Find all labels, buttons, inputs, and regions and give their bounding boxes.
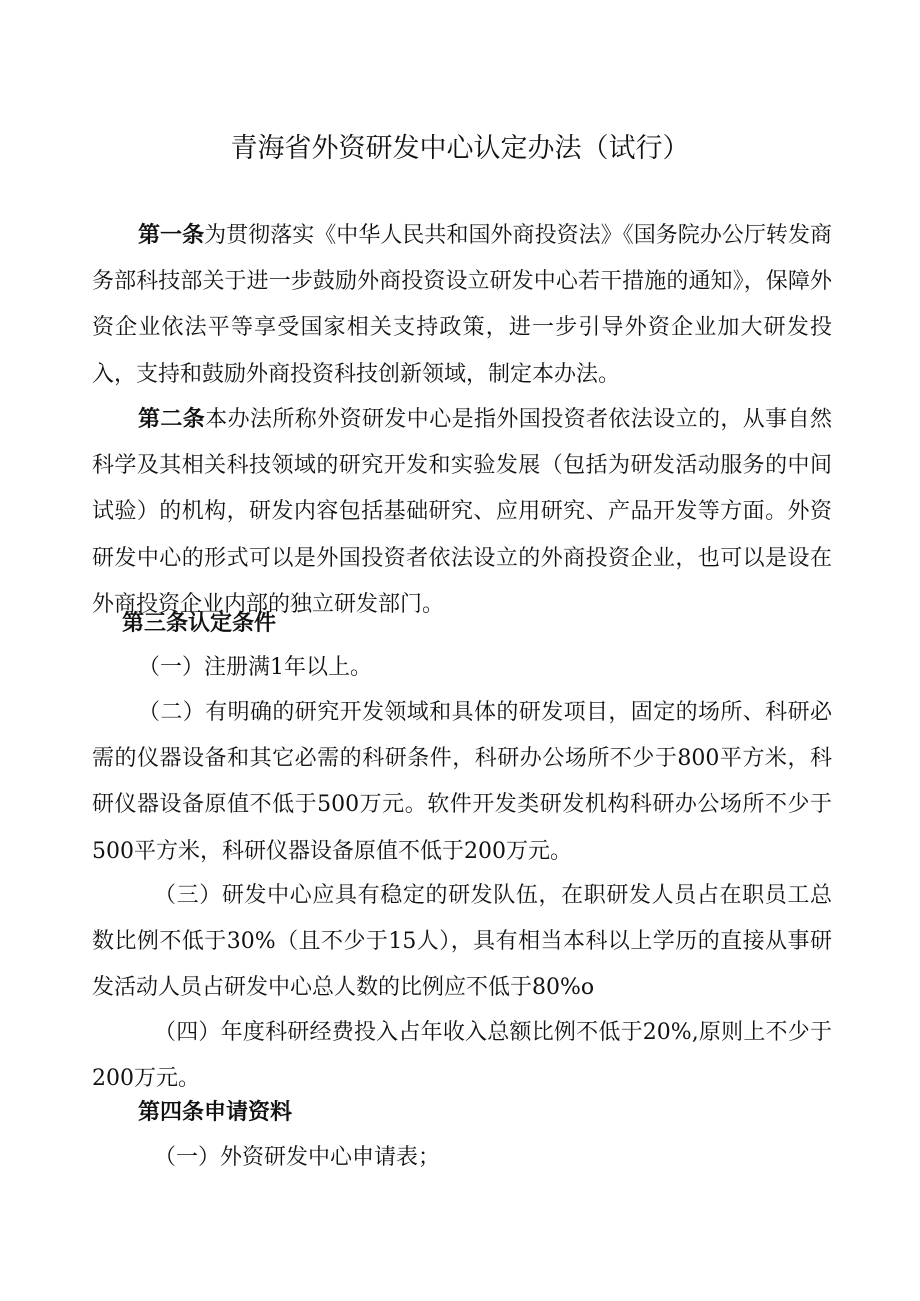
article-3-item-3: （三）研发中心应具有稳定的研发队伍，在职研发人员占在职员工总数比例不低于30%（且不少于15人），具有相当本科以上学历的直接从事研发活动人员占研发中心总人数的比例应不低于80%o xyxy=(92,883,832,1001)
article-3-heading: 第三条认定条件 xyxy=(122,610,277,636)
article-1-text: 为贯彻落实《中华人民共和国外商投资法》《国务院办公厅转发商务部科技部关于进一步鼓励外商投资设立研发中心若干措施的通知》，保障外资企业依法平等享受国家相关支持政策，进一步引导外资企业加大研发投入，支持和鼓励外商投资科技创新领域，制定本办法。 xyxy=(92,223,832,387)
article-2 xyxy=(92,396,832,628)
article-1 xyxy=(92,212,832,398)
article-3-item-4: （四）年度科研经费投入占年收入总额比例不低于20%,原则上不少于200万元。 xyxy=(92,1020,832,1092)
article-4-heading: 第四条申请资料 xyxy=(138,1099,293,1125)
article-3-item-2: （二）有明确的研究开发领域和具体的研发项目，固定的场所、科研必需的仪器设备和其它必需的科研条件，科研办公场所不少于800平方米，科研仪器设备原值不低于500万元。软件开发类研发机构科研办公场所不少于500平方米，科研仪器设备原值不低于200万元。 xyxy=(92,700,832,864)
article-2-text: 本办法所称外资研发中心是指外国投资者依法设立的，从事自然科学及其相关科技领域的研究开发和实验发展（包括为研发活动服务的中间试验）的机构，研发内容包括基础研究、应用研究、产品开发等方面。外资研发中心的形式可以是外国投资者依法设立的外商投资企业，也可以是设在外商投资企业内部的独立研发部门。 xyxy=(92,407,832,617)
article-2-label: 第二条 xyxy=(138,406,206,432)
article-4-item-1: （一）外资研发中心申请表； xyxy=(154,1145,441,1170)
document-title: 青海省外资研发中心认定办法（试行） xyxy=(230,133,690,164)
article-3-item-1: （一）注册满1年以上。 xyxy=(138,655,372,680)
article-1-label: 第一条 xyxy=(138,222,205,248)
